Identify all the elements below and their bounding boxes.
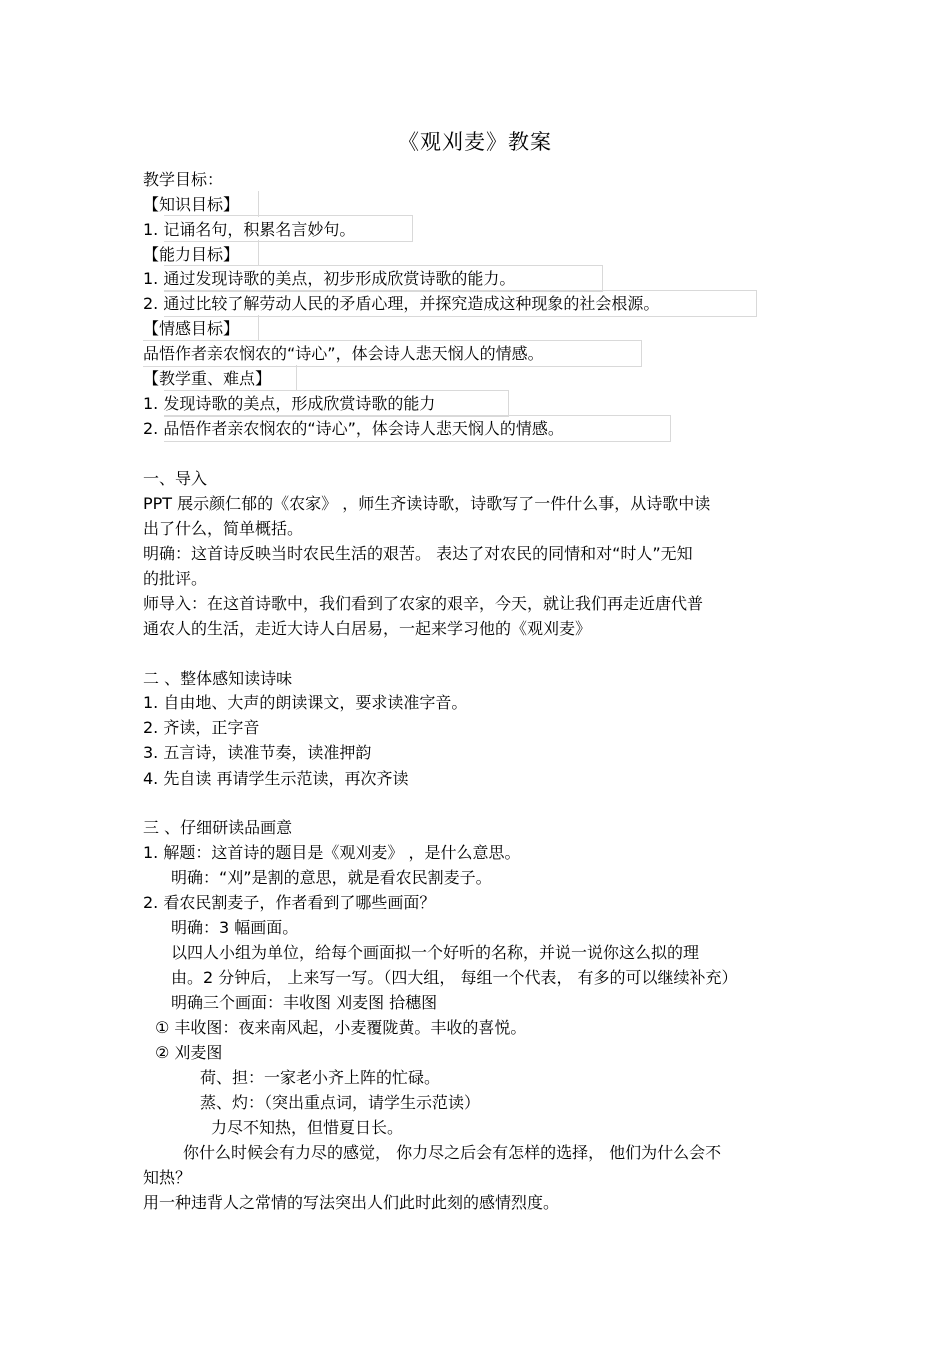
ability-heading: 【能力目标】 [143, 245, 240, 264]
list-item: 4. 先自读 再请学生示范读，再次齐读 [143, 769, 409, 788]
section2-heading: 二 、整体感知读诗味 [143, 669, 293, 688]
answer-line: 明确三个画面：丰收图 刈麦图 拾穗图 [171, 993, 438, 1012]
field-frame [258, 315, 259, 341]
task-line: 由。2 分钟后， 上来写一写。（四大组， 每组一个代表， 有多的可以继续补充） [171, 968, 738, 987]
objectives-heading: 教学目标： [143, 170, 224, 189]
section3-heading: 三 、仔细研读品画意 [143, 818, 293, 837]
key-heading: 【教学重、难点】 [143, 369, 272, 388]
paragraph-line: 明确：这首诗反映当时农民生活的艰苦。 表达了对农民的同情和对“时人”无知 [143, 544, 693, 563]
scene-item: ① 丰收图：夜来南风起，小麦覆陇黄。丰收的喜悦。 [155, 1018, 527, 1037]
conclusion-line: 用一种违背人之常情的写法突出人们此时此刻的感情烈度。 [143, 1193, 560, 1212]
answer-line: 明确：“刈”是割的意思，就是看农民割麦子。 [171, 868, 492, 887]
paragraph-line: 的批评。 [143, 569, 208, 588]
paragraph-line: PPT 展示颜仁郁的《农家》 ，师生齐读诗歌，诗歌写了一件什么事，从诗歌中读 [143, 494, 711, 513]
emotion-item: 品悟作者亲农悯农的“诗心”，体会诗人悲天悯人的情感。 [143, 344, 544, 363]
list-item: 3. 五言诗，读准节奏，读准押韵 [143, 743, 372, 762]
question-line: 你什么时候会有力尽的感觉， 你力尽之后会有怎样的选择， 他们为什么会不 [183, 1143, 722, 1162]
question-line: 知热？ [143, 1168, 192, 1187]
key-item: 2. 品悟作者亲农悯农的“诗心”，体会诗人悲天悯人的情感。 [143, 419, 564, 438]
scene-item: ② 刈麦图 [155, 1043, 223, 1062]
list-item: 2. 齐读，正字音 [143, 718, 260, 737]
list-item: 1. 自由地、大声的朗读课文，要求读准字音。 [143, 693, 468, 712]
key-item: 1. 发现诗歌的美点，形成欣赏诗歌的能力 [143, 394, 436, 413]
field-frame [258, 240, 259, 266]
knowledge-item: 1. 记诵名句，积累名言妙句。 [143, 220, 356, 239]
field-frame [258, 191, 259, 217]
section1-heading: 一、导入 [143, 469, 208, 488]
document-title: 《观刈麦》教案 [398, 130, 552, 154]
paragraph-line: 师导入：在这首诗歌中，我们看到了农家的艰辛，今天，就让我们再走近唐代普 [143, 594, 704, 613]
emotion-heading: 【情感目标】 [143, 319, 240, 338]
answer-line: 明确：3 幅画面。 [171, 918, 299, 937]
paragraph-line: 通农人的生活，走近大诗人白居易，一起来学习他的《观刈麦》 [143, 619, 592, 638]
question-item: 2. 看农民割麦子，作者看到了哪些画面？ [143, 893, 436, 912]
field-frame [296, 365, 297, 391]
paragraph-line: 出了什么，简单概括。 [143, 519, 304, 538]
question-item: 1. 解题：这首诗的题目是《观刈麦》 ，是什么意思。 [143, 843, 521, 862]
scene-detail: 荷、担：一家老小齐上阵的忙碌。 [200, 1068, 441, 1087]
knowledge-heading: 【知识目标】 [143, 195, 240, 214]
task-line: 以四人小组为单位，给每个画面拟一个好听的名称，并说一说你这么拟的理 [171, 943, 700, 962]
ability-item: 1. 通过发现诗歌的美点，初步形成欣赏诗歌的能力。 [143, 269, 516, 288]
ability-item: 2. 通过比较了解劳动人民的矛盾心理，并探究造成这种现象的社会根源。 [143, 294, 660, 313]
scene-detail: 蒸、灼：（突出重点词，请学生示范读） [200, 1093, 481, 1112]
poem-line: 力尽不知热，但惜夏日长。 [211, 1118, 404, 1137]
